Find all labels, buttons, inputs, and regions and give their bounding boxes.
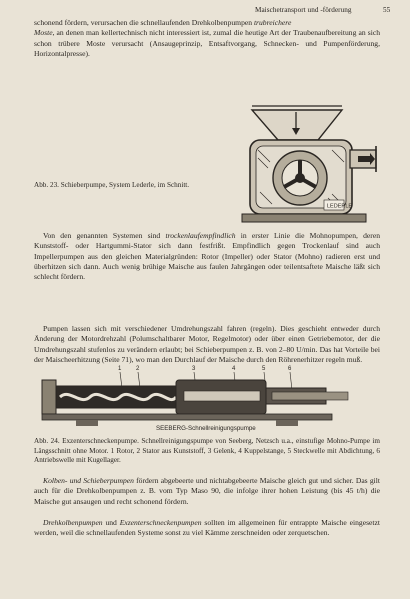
body-paragraph-4: Drehkolbenpumpen und Exzenterschneckenpumpen sollten im allgemeinen für entrappte Maische eingesetzt werden, weil die schnellaufenden Systeme sonst zu viel Kämme zerschneiden oder zerquetschen. <box>34 518 381 538</box>
callout-6: 6 <box>288 366 292 372</box>
page-number: 55 <box>383 6 391 14</box>
running-title: Maischetransport und -förderung <box>255 6 352 14</box>
callout-5: 5 <box>262 366 266 372</box>
intro-paragraph: schonend fördern, verursachen die schnellaufenden Drehkolbenpumpen trubreichere Moste, an denen man kellertechnisch nicht interessiert ist, zumal die heutige Art der Traubenaufbereitung an sich schon trübere Moste verursacht (Ansaugeprinzip, Entsaftvorgang, Schnecken- und Pumpenförderung, Horizontalpresse). <box>34 18 380 58</box>
body-paragraph-1: Von den genannten Systemen sind trockenlaufempfindlich in erster Linie die Mohnopumpen, deren Kunststoff- oder Hartgummi-Stator sich dann festfrißt. Empfindlich gegen Trockenlauf sind auch Impellerpumpen aus den gleichen Materialgründen: Rotor (Impeller) oder Stator (Mohno) radieren erst und überhitzen sich dann. Auch wenig brühige Maische aus faulen Jahrgängen oder teilentsaftete Maische läßt sich schlecht fördern. <box>34 231 380 282</box>
callout-2: 2 <box>136 366 140 372</box>
callout-1: 1 <box>118 366 122 372</box>
running-header <box>255 6 391 14</box>
callout-3: 3 <box>192 366 196 372</box>
body-paragraph-3: Kolben- und Schieberpumpen fördern abgebeerte und nichtabgebeerte Maische gleich gut und sicher. Das gilt auch für die Drehkolbenpumpen z. B. vom Typ Maso 90, die infolge ihrer hohen Leistung (bis 45 t/h) die Maische gut ansaugen und recht schonend fördern. <box>34 476 380 506</box>
figure-23-pump-drawing <box>232 98 382 230</box>
callout-4: 4 <box>232 366 236 372</box>
figure-24-label: SEEBERG-Schnellreinigungspumpe <box>156 425 256 432</box>
figure-23-label: LEDERLE <box>327 203 353 210</box>
figure-23-caption: Abb. 23. Schieberpumpe, System Lederle, im Schnitt. <box>34 181 190 189</box>
body-paragraph-2: Pumpen lassen sich mit verschiedener Umdrehungszahl fahren (regeln). Dies geschieht entweder durch Änderung der Motordrehzahl (Polumschaltbarer Motor, Regelmotor) oder über einen Getriebemotor, der die Umdrehungszahl stufenlos zu verändern erlaubt; bei Schieberpumpen z. B. von 2–80 U/min. Das hat Vorteile bei der Maischeerhitzung (Seite 71), wo man den Durchlauf der Maische durch den Röhrenerhitzer regeln muß. <box>34 324 380 364</box>
figure-24-pump-drawing <box>36 358 354 434</box>
figure-24-caption: Abb. 24. Exzenterschneckenpumpe. Schnellreinigungspumpe von Seeberg, Netzsch u.a., einstufige Mohno-Pumpe im Längsschnitt ohne Motor. 1 Rotor, 2 Stator aus Kunststoff, 3 Gelenk, 4 Kuppelstange, 5 Steckwelle mit Abdichtung, 6 Antriebswelle mit Kugellager. <box>34 437 380 465</box>
